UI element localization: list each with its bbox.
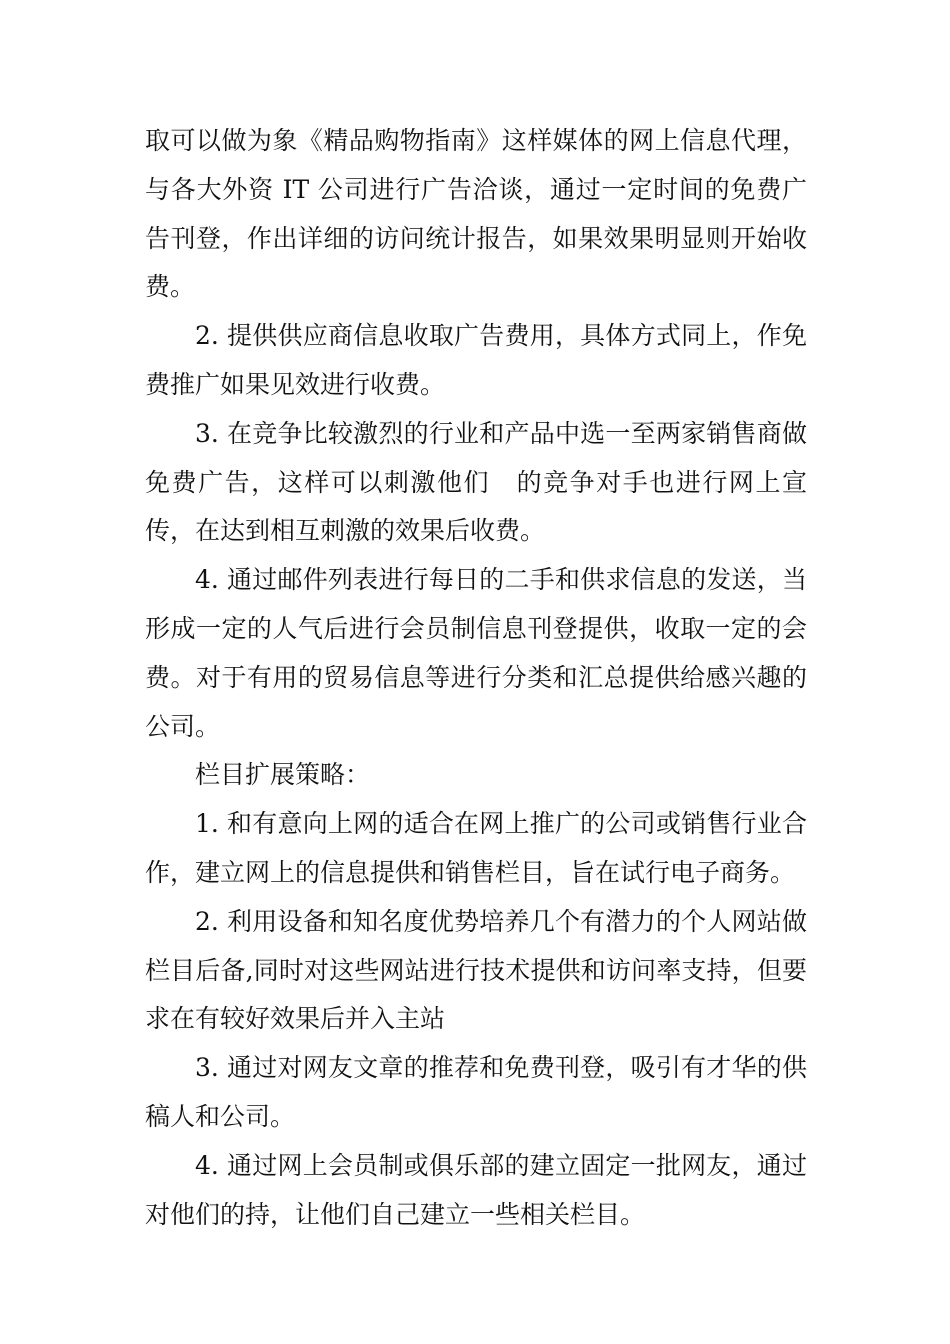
paragraph-revenue-2: 2. 提供供应商信息收取广告费用，具体方式同上，作免费推广如果见效进行收费。 [145, 321, 807, 399]
paragraph-expansion-2: 2. 利用设备和知名度优势培养几个有潜力的个人网站做栏目后备,同时对这些网站进行技术提供和访问率支持，但要求在有较好效果后并入主站 [145, 906, 807, 1034]
paragraph-continued: 取可以做为象《精品购物指南》这样媒体的网上信息代理，与各大外资 IT 公司进行广告洽谈，通过一定时间的免费广告刊登，作出详细的访问统计报告，如果效果明显则开始收费。 [145, 126, 807, 302]
paragraph-revenue-4: 4. 通过邮件列表进行每日的二手和供求信息的发送，当形成一定的人气后进行会员制信息刊登提供，收取一定的会费。对于有用的贸易信息等进行分类和汇总提供给感兴趣的公司。 [145, 565, 807, 741]
paragraph-expansion-1: 1. 和有意向上网的适合在网上推广的公司或销售行业合作，建立网上的信息提供和销售栏目，旨在试行电子商务。 [145, 809, 807, 887]
paragraph-expansion-4: 4. 通过网上会员制或俱乐部的建立固定一批网友，通过对他们的持，让他们自己建立一些相关栏目。 [145, 1150, 807, 1229]
paragraph-expansion-3: 3. 通过对网友文章的推荐和免费刊登，吸引有才华的供稿人和公司。 [145, 1053, 807, 1131]
paragraph-revenue-3: 3. 在竞争比较激烈的行业和产品中选一至两家销售商做免费广告，这样可以刺激他们 的竞争对手也进行网上宣传，在达到相互刺激的效果后收费。 [145, 418, 807, 546]
section-heading-column-expansion: 栏目扩展策略： [195, 760, 371, 790]
document-body [145, 117, 807, 1239]
